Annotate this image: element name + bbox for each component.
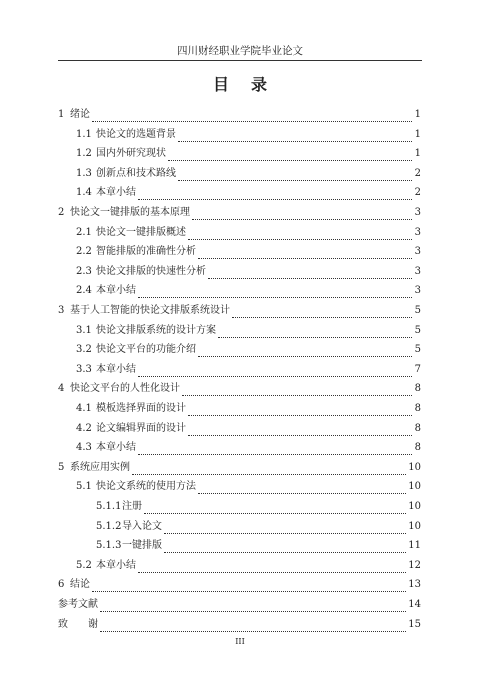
toc-entry[interactable] bbox=[76, 343, 421, 357]
toc-entry-page: 11 bbox=[408, 540, 421, 552]
toc-entry-label: 快论文系统的使用方法 bbox=[96, 481, 196, 493]
toc-entry[interactable] bbox=[96, 500, 421, 514]
toc-entry-page: 3 bbox=[414, 246, 421, 258]
toc-entry-number: 4 bbox=[58, 383, 65, 395]
toc-leader-dots bbox=[100, 601, 406, 612]
toc-title-char-1: 目 bbox=[212, 75, 229, 94]
toc-entry-label: 快论文一键排版的基本原理 bbox=[70, 207, 190, 218]
toc-entry[interactable] bbox=[58, 598, 421, 612]
toc-entry-number: 5.2 bbox=[76, 559, 92, 571]
toc-entry[interactable] bbox=[96, 539, 421, 553]
toc-entry-number: 2 bbox=[58, 207, 65, 218]
toc-entry-label: 快论文平台的人性化设计 bbox=[70, 383, 180, 395]
toc-entry[interactable] bbox=[58, 304, 421, 318]
toc-entry-label: 导入论文 bbox=[122, 520, 162, 532]
toc-entry[interactable] bbox=[58, 206, 421, 220]
toc-entry-label: 本章小结 bbox=[96, 363, 136, 375]
toc-leader-dots bbox=[188, 425, 412, 436]
toc-entry[interactable] bbox=[76, 284, 421, 298]
toc-entry-number: 2.1 bbox=[76, 226, 92, 238]
toc-entry[interactable] bbox=[76, 167, 421, 181]
toc-entry-page: 2 bbox=[414, 167, 421, 179]
page-header: 四川财经职业学院毕业论文 bbox=[177, 45, 303, 57]
toc-leader-dots bbox=[178, 131, 412, 142]
toc-entry-number: 1.3 bbox=[76, 167, 92, 179]
toc-leader-dots bbox=[218, 327, 412, 338]
toc-entry-number: 3.2 bbox=[76, 344, 92, 356]
toc-entry-label: 智能排版的准确性分析 bbox=[96, 246, 196, 258]
toc-leader-dots bbox=[192, 209, 412, 220]
toc-entry-label: 绪论 bbox=[70, 109, 90, 120]
toc-entry-number: 5.1.1 bbox=[96, 501, 122, 512]
toc-leader-dots bbox=[178, 170, 412, 181]
toc-entry-number: 4.3 bbox=[76, 442, 92, 454]
toc-entry[interactable] bbox=[76, 265, 421, 279]
toc-entry-label: 模板选择界面的设计 bbox=[96, 403, 186, 414]
toc-entry-page: 2 bbox=[414, 187, 421, 199]
toc-entry-page: 13 bbox=[408, 579, 421, 591]
toc-entry[interactable] bbox=[76, 128, 421, 142]
toc-entry-page: 10 bbox=[408, 520, 421, 532]
toc-entry-label: 创新点和技术路线 bbox=[96, 167, 176, 179]
toc-entry[interactable] bbox=[76, 441, 421, 455]
toc-entry[interactable] bbox=[76, 186, 421, 200]
toc-entry[interactable] bbox=[58, 578, 421, 592]
toc-entry-page: 3 bbox=[414, 226, 421, 238]
toc-entry-page: 8 bbox=[414, 383, 421, 395]
toc-entry-label: 系统应用实例 bbox=[70, 461, 130, 473]
page-number: III bbox=[235, 637, 245, 646]
toc-entry-label: 参考文献 bbox=[58, 599, 98, 610]
toc-entry-label: 注册 bbox=[122, 501, 142, 512]
toc-entry-page: 14 bbox=[408, 599, 421, 610]
toc-entry-number: 4.1 bbox=[76, 403, 92, 414]
header-rule bbox=[58, 60, 422, 61]
toc-title bbox=[0, 76, 480, 94]
toc-entry[interactable] bbox=[58, 382, 421, 396]
toc-entry-number: 2.3 bbox=[76, 265, 92, 277]
toc-entry-number: 3.1 bbox=[76, 324, 92, 336]
toc-entry-number: 2.4 bbox=[76, 285, 92, 297]
toc-entry[interactable] bbox=[58, 618, 421, 632]
toc-entry[interactable] bbox=[76, 147, 421, 161]
toc-entry-number: 5.1 bbox=[76, 481, 92, 493]
toc-entry-number: 3.3 bbox=[76, 363, 92, 375]
toc-entry-page: 3 bbox=[414, 285, 421, 297]
toc-entry[interactable] bbox=[76, 402, 421, 416]
toc-leader-dots bbox=[188, 229, 412, 240]
toc-leader-dots bbox=[188, 405, 412, 416]
toc-entry-page: 5 bbox=[414, 344, 421, 356]
toc-entry-page: 10 bbox=[408, 481, 421, 493]
toc-entry-number: 5.1.3 bbox=[96, 540, 122, 552]
toc-leader-dots bbox=[92, 581, 406, 592]
toc-entry[interactable] bbox=[76, 480, 421, 494]
toc-entry-label: 本章小结 bbox=[96, 285, 136, 297]
toc-entry-number: 1.2 bbox=[76, 148, 92, 160]
toc-leader-dots bbox=[164, 542, 406, 553]
toc-entry-page: 8 bbox=[414, 403, 421, 414]
toc-entry-label: 快论文的选题背景 bbox=[96, 128, 176, 140]
toc-entry-number: 1 bbox=[58, 109, 65, 120]
toc-entry-label: 本章小结 bbox=[96, 559, 136, 571]
toc-entry-page: 8 bbox=[414, 442, 421, 454]
toc-entry[interactable] bbox=[76, 363, 421, 377]
toc-leader-dots bbox=[182, 385, 412, 396]
toc-leader-dots bbox=[164, 523, 406, 534]
toc-entry-label: 本章小结 bbox=[96, 187, 136, 199]
toc-leader-dots bbox=[168, 150, 412, 161]
toc-entry-page: 5 bbox=[414, 305, 421, 316]
toc-leader-dots bbox=[92, 111, 412, 122]
toc-entry-page: 1 bbox=[414, 109, 421, 120]
toc-entry-label: 国内外研究现状 bbox=[96, 148, 166, 160]
toc-entry-page: 7 bbox=[414, 363, 421, 375]
toc-leader-dots bbox=[138, 444, 412, 455]
toc-entry-number: 1.1 bbox=[76, 128, 92, 140]
toc-entry-page: 10 bbox=[408, 461, 421, 473]
toc-entry-label: 快论文平台的功能介绍 bbox=[96, 344, 196, 356]
toc-leader-dots bbox=[138, 562, 406, 573]
toc-leader-dots bbox=[198, 248, 412, 259]
toc-entry-page: 12 bbox=[408, 559, 421, 571]
toc-entry-label: 致 谢 bbox=[58, 618, 98, 630]
toc-entry[interactable] bbox=[76, 226, 421, 240]
toc-entry-page: 8 bbox=[414, 422, 421, 434]
toc-entry-page: 5 bbox=[414, 324, 421, 336]
toc-entry[interactable] bbox=[58, 108, 421, 122]
toc-entry-page: 1 bbox=[414, 128, 421, 140]
toc-entry-label: 一键排版 bbox=[122, 540, 162, 552]
toc-entry-label: 论文编辑界面的设计 bbox=[96, 422, 186, 434]
toc-entry-page: 3 bbox=[414, 207, 421, 218]
toc-title-char-2: 录 bbox=[251, 75, 268, 94]
toc-entry[interactable] bbox=[76, 245, 421, 259]
toc-entry[interactable] bbox=[76, 422, 421, 436]
toc-entry[interactable] bbox=[76, 324, 421, 338]
toc-entry-label: 快论文一键排版概述 bbox=[96, 226, 186, 238]
toc-leader-dots bbox=[138, 189, 412, 200]
toc-entry-page: 10 bbox=[408, 501, 421, 512]
toc-leader-dots bbox=[208, 268, 412, 279]
toc-entry-number: 1.4 bbox=[76, 187, 92, 199]
toc-leader-dots bbox=[232, 307, 412, 318]
toc-entry-page: 1 bbox=[414, 148, 421, 160]
toc-entry-label: 基于人工智能的快论文排版系统设计 bbox=[70, 305, 230, 316]
toc-entry-number: 4.2 bbox=[76, 422, 92, 434]
toc-leader-dots bbox=[198, 346, 412, 357]
toc-entry-number: 2.2 bbox=[76, 246, 92, 258]
toc-entry[interactable] bbox=[96, 520, 421, 534]
toc-entry-label: 本章小结 bbox=[96, 442, 136, 454]
toc-entry-label: 结论 bbox=[70, 579, 90, 591]
toc-entry-label: 快论文排版的快速性分析 bbox=[96, 265, 206, 277]
toc-entry-number: 5 bbox=[58, 461, 65, 473]
toc-entry-page: 3 bbox=[414, 265, 421, 277]
toc-entry-label: 快论文排版系统的设计方案 bbox=[96, 324, 216, 336]
toc-entry-number: 6 bbox=[58, 579, 65, 591]
toc-entry-number: 5.1.2 bbox=[96, 520, 122, 532]
toc-leader-dots bbox=[198, 483, 406, 494]
toc-leader-dots bbox=[100, 621, 406, 632]
toc-entry[interactable] bbox=[58, 461, 421, 475]
toc-leader-dots bbox=[132, 464, 406, 475]
toc-leader-dots bbox=[138, 366, 412, 377]
toc-entry-page: 15 bbox=[408, 618, 421, 630]
toc-entry[interactable] bbox=[76, 559, 421, 573]
toc-entry-number: 3 bbox=[58, 305, 65, 316]
toc-leader-dots bbox=[138, 287, 412, 298]
toc-leader-dots bbox=[144, 503, 406, 514]
